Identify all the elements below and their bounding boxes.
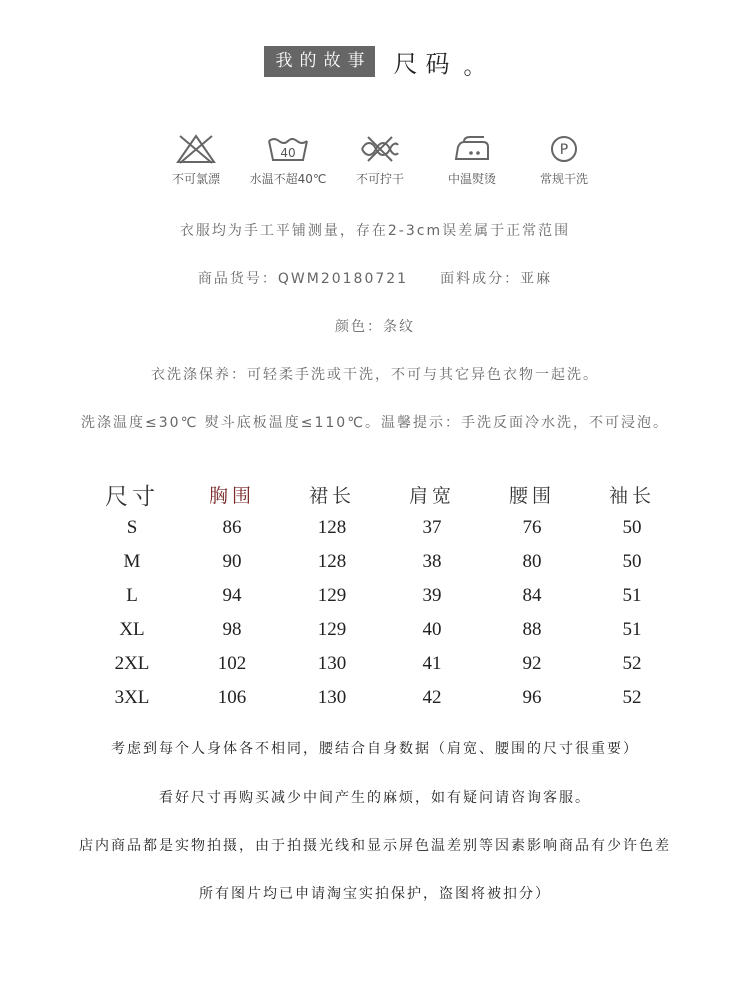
table-row [82,647,682,681]
cell-length: 128 [317,551,347,572]
cell-sleeve: 51 [622,585,642,606]
measure-note: 衣服均为手工平铺测量，存在2-3cm误差属于正常范围 [179,223,571,239]
dry-clean-p-icon [542,133,586,165]
cell-waist: 92 [522,653,542,674]
page-header [0,44,750,79]
title-period: 。 [463,55,486,80]
header-waist: 腰围 [508,485,555,507]
cell-chest: 98 [222,619,242,640]
care-label: 不可氯漂 [171,172,220,186]
table-row [82,579,682,613]
no-wring-icon [358,133,402,165]
header-shoulder: 肩宽 [408,485,455,507]
note-measurement-advice: 考虑到每个人身体各不相同，腰结合自身数据（肩宽、腰围的尺寸很重要） [111,741,639,757]
cell-waist: 76 [522,517,542,538]
care-label: 中温熨烫 [447,172,496,186]
cell-sleeve: 52 [622,653,642,674]
care-label: 常规干洗 [539,172,588,186]
cell-waist: 84 [522,585,542,606]
cell-waist: 80 [522,551,542,572]
header-chest: 胸围 [208,485,255,507]
cell-sleeve: 50 [622,517,642,538]
brand-tag: 我的故事 [264,46,375,77]
cell-waist: 96 [522,687,542,708]
page-title: 尺码 [393,50,458,78]
care-wash-40 [242,132,334,187]
cell-chest: 90 [222,551,242,572]
cell-shoulder: 38 [422,551,442,572]
cell-size: S [126,517,138,538]
cell-chest: 106 [217,687,247,708]
care-symbols [150,132,610,187]
header-length: 裙长 [308,485,355,507]
cell-waist: 88 [522,619,542,640]
color-info: 颜色：条纹 [335,319,415,335]
cell-shoulder: 39 [422,585,442,606]
cell-length: 130 [317,653,347,674]
dry-clean-letter: P [559,142,569,158]
size-table-header [82,478,682,511]
table-row [82,511,682,545]
care-iron-medium [426,132,518,187]
header-sleeve: 袖长 [608,485,655,507]
table-row [82,681,682,715]
cell-shoulder: 40 [422,619,442,640]
table-row [82,613,682,647]
cell-sleeve: 51 [622,619,642,640]
wash-temp-label: 40 [280,146,296,160]
note-image-protection: 所有图片均已申请淘宝实拍保护，盗图将被扣分） [199,886,551,902]
care-no-wring [334,132,426,187]
cell-chest: 102 [217,653,247,674]
item-number-fabric: 商品货号：QWM20180721 面料成分：亚麻 [197,271,553,287]
iron-medium-icon [450,133,494,165]
cell-size: M [123,551,141,572]
wash-care-info: 衣洗涤保养：可轻柔手洗或干洗，不可与其它异色衣物一起洗。 [151,367,599,383]
cell-length: 129 [317,619,347,640]
table-row [82,545,682,579]
cell-size: 3XL [114,687,150,708]
cell-shoulder: 41 [422,653,442,674]
cell-shoulder: 42 [422,687,442,708]
cell-shoulder: 37 [422,517,442,538]
no-bleach-icon [174,133,218,165]
header-size: 尺寸 [105,484,159,510]
note-check-size: 看好尺寸再购买减少中间产生的麻烦，如有疑问请咨询客服。 [159,790,591,806]
temperature-info: 洗涤温度≤30℃ 熨斗底板温度≤110℃。温馨提示：手洗反面冷水洗，不可浸泡。 [81,415,669,431]
cell-chest: 86 [222,517,242,538]
care-no-bleach [150,132,242,187]
cell-size: XL [119,619,145,640]
cell-size: 2XL [114,653,150,674]
cell-length: 129 [317,585,347,606]
note-color-difference: 店内商品都是实物拍摄，由于拍摄光线和显示屏色温差别等因素影响商品有少许色差 [79,838,671,854]
size-table [82,478,682,715]
cell-chest: 94 [222,585,242,606]
cell-length: 128 [317,517,347,538]
care-label: 水温不超40℃ [249,172,327,186]
care-dry-clean [518,132,610,187]
wash-40-icon [266,133,310,165]
cell-size: L [126,585,138,606]
care-label: 不可拧干 [355,172,404,186]
cell-sleeve: 52 [622,687,642,708]
cell-sleeve: 50 [622,551,642,572]
cell-length: 130 [317,687,347,708]
